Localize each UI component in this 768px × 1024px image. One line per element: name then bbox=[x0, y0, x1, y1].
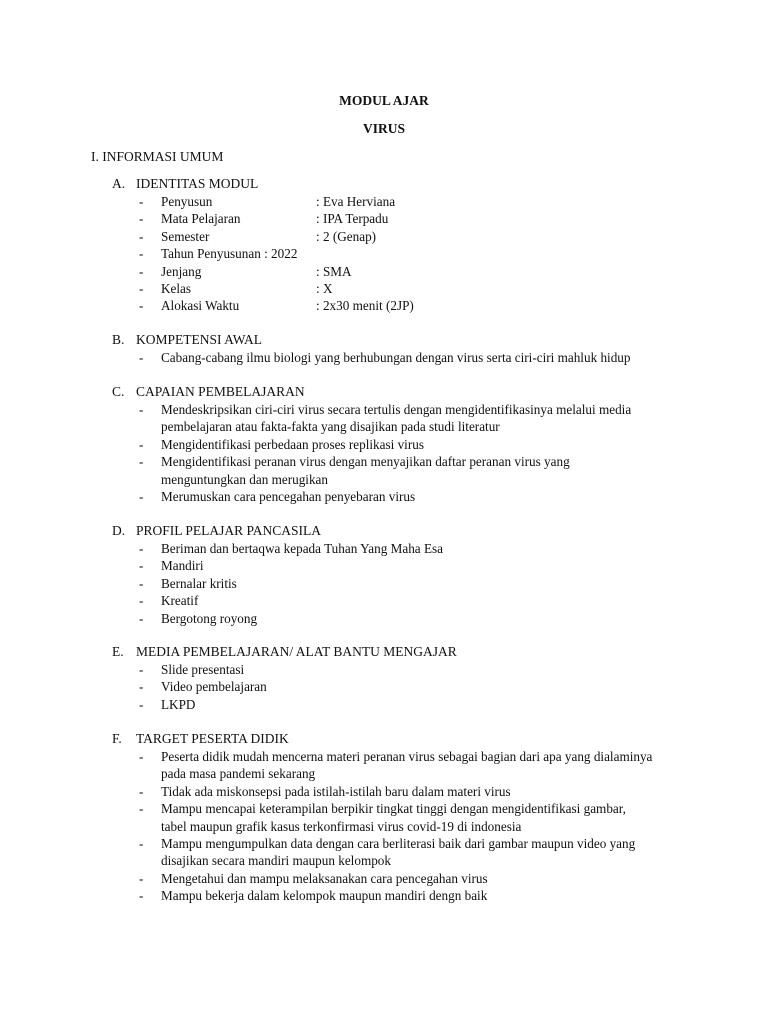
subsection-letter: F. bbox=[112, 731, 122, 746]
list-item bbox=[139, 488, 699, 505]
subsection-heading-kompetensi bbox=[112, 332, 262, 348]
list-item-line: Mampu mencapai keterampilan berpikir tingkat tinggi dengan mengidentifikasi gambar, bbox=[161, 801, 626, 817]
bullet-dash: - bbox=[139, 888, 144, 904]
subsection-letter: D. bbox=[112, 523, 126, 538]
identity-value: : 2 (Genap) bbox=[316, 228, 377, 244]
subsection-letter: E. bbox=[112, 644, 124, 659]
list-item-line: LKPD bbox=[161, 696, 196, 712]
bullet-dash: - bbox=[139, 610, 144, 626]
document-subtitle: VIRUS bbox=[362, 121, 405, 136]
bullet-dash: - bbox=[139, 541, 144, 556]
list-item-line: menguntungkan dan merugikan bbox=[161, 471, 329, 487]
bullet-dash: - bbox=[139, 696, 144, 712]
bullet-dash: - bbox=[139, 575, 144, 591]
list-item-text bbox=[161, 887, 691, 904]
list-item-text bbox=[161, 401, 691, 436]
bullet-dash: - bbox=[139, 436, 144, 452]
list-item bbox=[139, 557, 699, 574]
bullet-dash: - bbox=[139, 298, 144, 314]
list-item bbox=[139, 835, 699, 870]
list-item-line: Kreatif bbox=[161, 593, 199, 609]
bullet-dash: - bbox=[139, 679, 144, 695]
list-item-line: pembelajaran atau fakta-fakta yang disajikan pada studi literatur bbox=[161, 419, 500, 435]
list-item-text bbox=[161, 610, 691, 627]
identity-key: Semester bbox=[161, 228, 210, 244]
document-title: MODUL AJAR bbox=[339, 93, 429, 108]
bullet-dash: - bbox=[139, 402, 144, 417]
bullet-dash: - bbox=[139, 489, 144, 504]
list-item bbox=[139, 748, 699, 783]
subsection-title: IDENTITAS MODUL bbox=[136, 176, 259, 191]
list-item-text bbox=[161, 870, 691, 887]
section-heading: I. INFORMASI UMUM bbox=[91, 149, 224, 164]
list-item bbox=[139, 610, 699, 627]
identity-value: : SMA bbox=[316, 263, 352, 279]
list-item bbox=[139, 540, 699, 557]
list-item-line: Mandiri bbox=[161, 558, 204, 574]
list-item bbox=[139, 870, 699, 887]
list-item-line: Mampu bekerja dalam kelompok maupun mandiri dengn baik bbox=[161, 888, 488, 904]
identity-key: Alokasi Waktu bbox=[161, 298, 240, 314]
subsection-heading-capaian bbox=[112, 384, 305, 400]
subsection-title: MEDIA PEMBELAJARAN/ ALAT BANTU MENGAJAR bbox=[136, 644, 457, 659]
list-item-text bbox=[161, 800, 691, 835]
subsection-heading-identitas bbox=[112, 176, 258, 192]
list-item-text bbox=[161, 453, 691, 488]
subsection-letter: B. bbox=[112, 332, 125, 347]
list-item-line: Mengidentifikasi peranan virus dengan menyajikan daftar peranan virus yang bbox=[161, 454, 570, 470]
identity-row bbox=[139, 297, 699, 314]
list-item-text bbox=[161, 835, 691, 870]
identity-value: : Eva Herviana bbox=[316, 194, 396, 209]
subsection-letter: C. bbox=[112, 384, 125, 399]
subsection-title: TARGET PESERTA DIDIK bbox=[136, 731, 289, 746]
list-item bbox=[139, 696, 699, 713]
bullet-dash: - bbox=[139, 228, 144, 244]
identity-row bbox=[139, 245, 699, 262]
subsection-letter: A. bbox=[112, 176, 126, 191]
bullet-dash: - bbox=[139, 593, 144, 609]
identity-key: Tahun Penyusunan : 2022 bbox=[161, 246, 298, 262]
bullet-dash: - bbox=[139, 662, 144, 677]
list-item bbox=[139, 349, 699, 366]
list-item-line: Bernalar kritis bbox=[161, 575, 237, 591]
identity-row bbox=[139, 280, 699, 297]
bullet-dash: - bbox=[139, 246, 144, 262]
list-item-text bbox=[161, 783, 691, 800]
list-item bbox=[139, 453, 699, 488]
list-item bbox=[139, 887, 699, 904]
list-item bbox=[139, 575, 699, 592]
identity-value: : 2x30 menit (2JP) bbox=[316, 298, 414, 314]
list-item bbox=[139, 592, 699, 609]
bullet-dash: - bbox=[139, 870, 144, 886]
identity-key: Mata Pelajaran bbox=[161, 211, 241, 227]
identity-row bbox=[139, 263, 699, 280]
bullet-dash: - bbox=[139, 454, 144, 470]
list-item-text bbox=[161, 540, 691, 557]
subsection-heading-profil bbox=[112, 523, 321, 539]
list-item-text bbox=[161, 678, 691, 695]
list-item bbox=[139, 401, 699, 436]
bullet-dash: - bbox=[139, 281, 144, 296]
list-item-line: Video pembelajaran bbox=[161, 679, 267, 695]
bullet-dash: - bbox=[139, 749, 144, 764]
subsection-title: CAPAIAN PEMBELAJARAN bbox=[136, 384, 305, 399]
identity-key: Jenjang bbox=[161, 263, 202, 279]
identity-row bbox=[139, 228, 699, 245]
list-item-line: tabel maupun grafik kasus terkonfirmasi virus covid-19 di indonesia bbox=[161, 818, 522, 834]
identity-value: : IPA Terpadu bbox=[316, 211, 389, 227]
bullet-dash: - bbox=[139, 263, 144, 279]
list-item-text bbox=[161, 436, 691, 453]
list-item-line: Bergotong royong bbox=[161, 610, 258, 626]
list-item-text bbox=[161, 696, 691, 713]
subsection-heading-media bbox=[112, 644, 457, 660]
identity-row bbox=[139, 193, 699, 210]
list-item-text bbox=[161, 661, 691, 678]
list-item-line: Beriman dan bertaqwa kepada Tuhan Yang Maha Esa bbox=[161, 541, 444, 556]
bullet-dash: - bbox=[139, 558, 144, 574]
subsection-title: PROFIL PELAJAR PANCASILA bbox=[136, 523, 322, 538]
identity-key: Kelas bbox=[161, 281, 192, 296]
list-item bbox=[139, 783, 699, 800]
list-item-line: Mampu mengumpulkan data dengan cara berliterasi baik dari gambar maupun video yang bbox=[161, 836, 636, 851]
bullet-dash: - bbox=[139, 783, 144, 799]
subsection-title: KOMPETENSI AWAL bbox=[136, 332, 263, 347]
list-item-text bbox=[161, 748, 691, 783]
list-item-text bbox=[161, 575, 691, 592]
list-item-line: Merumuskan cara pencegahan penyebaran virus bbox=[161, 489, 416, 504]
bullet-dash: - bbox=[139, 836, 144, 851]
bullet-dash: - bbox=[139, 801, 144, 817]
list-item bbox=[139, 800, 699, 835]
list-item-text bbox=[161, 592, 691, 609]
list-item-line: Cabang-cabang ilmu biologi yang berhubungan dengan virus serta ciri-ciri mahluk hidup bbox=[161, 350, 631, 365]
identity-key: Penyusun bbox=[161, 194, 213, 209]
list-item-line: Slide presentasi bbox=[161, 662, 245, 677]
subsection-heading-target bbox=[112, 731, 289, 747]
list-item-line: pada masa pandemi sekarang bbox=[161, 766, 316, 782]
list-item-line: Mengetahui dan mampu melaksanakan cara pencegahan virus bbox=[161, 870, 488, 886]
list-item-line: Peserta didik mudah mencerna materi peranan virus sebagai bagian dari apa yang dialaminya bbox=[161, 749, 653, 764]
list-item-line: Tidak ada miskonsepsi pada istilah-istilah baru dalam materi virus bbox=[161, 783, 511, 799]
identity-row bbox=[139, 210, 699, 227]
list-item-line: Mendeskripsikan ciri-ciri virus secara tertulis dengan mengidentifikasinya melalui media bbox=[161, 402, 632, 417]
list-item-text bbox=[161, 557, 691, 574]
identity-value: : X bbox=[316, 281, 333, 296]
list-item-text bbox=[161, 349, 691, 366]
list-item bbox=[139, 678, 699, 695]
list-item bbox=[139, 436, 699, 453]
bullet-dash: - bbox=[139, 194, 144, 209]
list-item-text bbox=[161, 488, 691, 505]
list-item-line: disajikan secara mandiri maupun kelompok bbox=[161, 853, 391, 869]
bullet-dash: - bbox=[139, 350, 144, 365]
list-item bbox=[139, 661, 699, 678]
list-item-line: Mengidentifikasi perbedaan proses replikasi virus bbox=[161, 436, 424, 452]
bullet-dash: - bbox=[139, 211, 144, 227]
